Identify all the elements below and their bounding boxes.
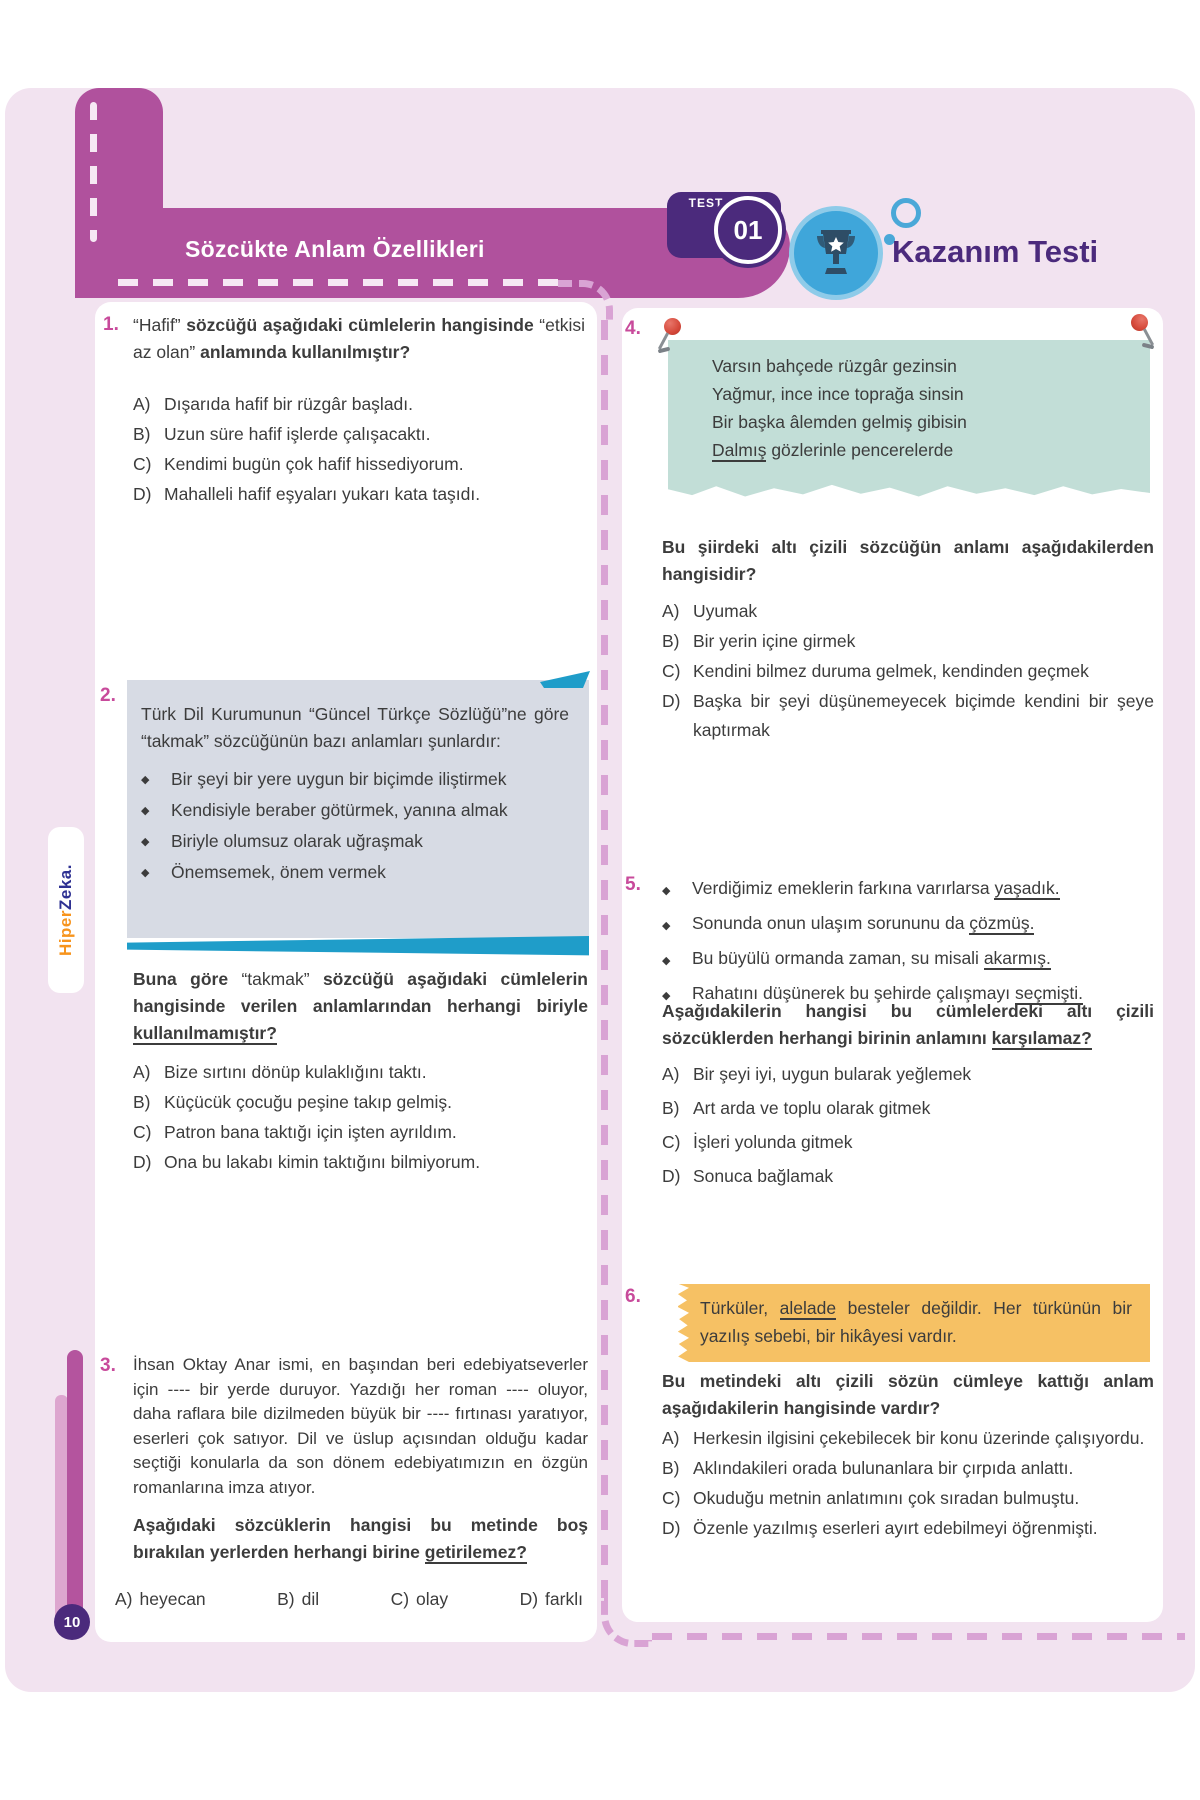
diamond-bullet-icon: ◆ [662, 990, 671, 1002]
poem-line: Bir başka âlemden gelmiş gibisin [712, 412, 967, 432]
option-a [115, 1585, 206, 1614]
option-c [662, 1484, 1154, 1513]
option-a [662, 1058, 1154, 1091]
poem-line: Yağmur, ince ince toprağa sinsin [712, 384, 964, 404]
diamond-bullet-icon: ◆ [662, 885, 671, 897]
option-letter: A) [662, 601, 680, 621]
poem-line: Varsın bahçede rüzgâr gezinsin [712, 356, 957, 376]
bullet-text: Bir şeyi bir yere uygun bir biçimde iliştirmek [171, 769, 507, 789]
option-letter: B) [133, 424, 151, 444]
option-b [662, 627, 1154, 656]
route-dash-horizontal-bottom [652, 1633, 1185, 1640]
option-d [662, 1160, 1154, 1193]
question-3-number: 3. [100, 1355, 116, 1376]
bullet-text: Biriyle olumsuz olarak uğraşmak [171, 831, 423, 851]
option-letter: D) [662, 1166, 681, 1186]
option-text: dil [301, 1589, 320, 1609]
option-letter: B) [277, 1589, 295, 1609]
question-2-options [133, 1058, 588, 1178]
sentence-bullet [662, 907, 1157, 942]
option-letter: C) [133, 1122, 152, 1142]
option-c [133, 1118, 588, 1147]
question-5-options [662, 1058, 1154, 1194]
option-letter: B) [133, 1092, 151, 1112]
option-b [662, 1454, 1154, 1483]
option-text: Kendimi bugün çok hafif hissediyorum. [164, 454, 464, 474]
option-letter: D) [133, 484, 152, 504]
option-text: İşleri yolunda gitmek [693, 1132, 853, 1152]
question-1-options [133, 390, 585, 510]
option-letter: D) [662, 1518, 681, 1538]
quote-text: Türküler, alelade besteler değildir. Her türkünün bir yazılış sebebi, bir hikâyesi vardır. [700, 1298, 1132, 1346]
question-5-sentences [662, 872, 1157, 1012]
option-b [277, 1585, 319, 1614]
diamond-bullet-icon: ◆ [141, 867, 150, 879]
option-a [662, 597, 1154, 626]
option-text: Bize sırtını dönüp kulaklığını taktı. [164, 1062, 427, 1082]
logo-prefix: Hiper [56, 910, 75, 956]
info-box-bullet [141, 826, 569, 857]
info-box-bullet [141, 795, 569, 826]
trophy-glyph [813, 228, 859, 278]
poem-text [712, 352, 967, 464]
option-d [662, 687, 1154, 745]
option-d [133, 1148, 588, 1177]
option-letter: C) [662, 1132, 681, 1152]
option-text: olay [416, 1589, 449, 1609]
trophy-icon [789, 206, 883, 300]
option-letter: A) [133, 1062, 151, 1082]
option-letter: A) [115, 1589, 133, 1609]
page-title: Kazanım Testi [892, 234, 1099, 269]
bullet-text: Önemsemek, önem vermek [171, 862, 386, 882]
question-2-stem: Buna göre “takmak” sözcüğü aşağıdaki cümlelerin hangisinde verilen anlamlarından herhangi biriyle kullanılmamıştır? [133, 969, 588, 1043]
option-text: Sonuca bağlamak [693, 1166, 834, 1186]
question-2-info-box [127, 680, 589, 938]
option-letter: A) [662, 1428, 680, 1448]
option-letter: A) [133, 394, 151, 414]
diamond-bullet-icon: ◆ [141, 805, 150, 817]
option-letter: B) [662, 1458, 680, 1478]
option-d [520, 1585, 583, 1614]
option-text: Bir şeyi iyi, uygun bularak yeğlemek [693, 1064, 972, 1084]
logo-suffix: Zeka. [56, 864, 75, 910]
sentence-bullet [662, 942, 1157, 977]
question-5-number: 5. [625, 874, 641, 895]
pushpin-icon [1126, 314, 1152, 356]
page-number-badge: 10 [54, 1604, 90, 1640]
question-6-number: 6. [625, 1286, 641, 1307]
option-letter: C) [662, 661, 681, 681]
route-dash-horizontal-white [118, 279, 558, 286]
info-box-intro: Türk Dil Kurumunun “Güncel Türkçe Sözlüğü”ne göre “takmak” sözcüğünün bazı anlamları şunlardır: [141, 704, 569, 751]
question-6-stem: Bu metindeki altı çizili sözün cümleye kattığı anlam aşağıdakilerin hangisinde vardır? [662, 1371, 1154, 1418]
sentence-text: Bu büyülü ormanda zaman, su misali akarmış. [692, 948, 1051, 968]
diamond-bullet-icon: ◆ [141, 836, 150, 848]
option-letter: A) [662, 1064, 680, 1084]
option-text: Art arda ve toplu olarak gitmek [693, 1098, 931, 1118]
option-letter: D) [133, 1152, 152, 1172]
info-box-bullet [141, 857, 569, 888]
sentence-text: Rahatını düşünerek bu şehirde çalışmayı seçmişti. [692, 983, 1084, 1003]
option-c [662, 657, 1154, 686]
option-c [133, 450, 585, 479]
option-letter: B) [662, 1098, 680, 1118]
question-1-stem: “Hafif” sözcüğü aşağıdaki cümlelerin hangisinde “etkisi az olan” anlamında kullanılmıştır? [133, 315, 585, 362]
option-text: Bir yerin içine girmek [693, 631, 856, 651]
brand-tab [48, 827, 84, 993]
option-text: farklı [545, 1589, 583, 1609]
option-text: Patron bana taktığı için işten ayrıldım. [164, 1122, 457, 1142]
pushpin-icon [660, 318, 686, 360]
option-text: Uzun süre hafif işlerde çalışacaktı. [164, 424, 431, 444]
option-text: heyecan [139, 1589, 206, 1609]
option-letter: B) [662, 631, 680, 651]
diamond-bullet-icon: ◆ [141, 774, 150, 786]
column-divider-dashed [601, 320, 608, 1598]
question-3-options [115, 1585, 583, 1614]
option-c [391, 1585, 449, 1614]
option-text: Kendini bilmez duruma gelmek, kendinden geçmek [693, 661, 1089, 681]
option-text: Küçücük çocuğu peşine takıp gelmiş. [164, 1092, 452, 1112]
option-d [133, 480, 585, 509]
option-text: Özenle yazılmış eserleri ayırt edebilmeyi öğrenmişti. [693, 1518, 1098, 1538]
question-2-number: 2. [100, 685, 116, 706]
option-letter: D) [662, 691, 681, 711]
route-dash-vertical-white [90, 102, 97, 242]
brand-logo [56, 864, 76, 956]
option-text: Okuduğu metnin anlatımını çok sıradan bulmuştu. [693, 1488, 1080, 1508]
option-a [133, 1058, 588, 1087]
option-letter: C) [390, 1589, 410, 1609]
option-d [662, 1514, 1154, 1543]
option-text: Herkesin ilgisini çekebilecek bir konu üzerinde çalışıyordu. [693, 1428, 1145, 1448]
option-text: Ona bu lakabı kimin taktığını bilmiyorum. [164, 1152, 481, 1172]
question-3-stem: Aşağıdaki sözcüklerin hangisi bu metinde boş bırakılan yerlerden herhangi birine getirilemez? [133, 1515, 588, 1562]
option-b [133, 1088, 588, 1117]
test-number-badge: 01 [714, 196, 782, 264]
option-text: Dışarıda hafif bir rüzgâr başladı. [164, 394, 414, 414]
page-marker-bar-dark [67, 1350, 83, 1621]
option-letter: D) [519, 1589, 539, 1609]
question-1-number: 1. [103, 314, 119, 335]
option-text: Uyumak [693, 601, 758, 621]
question-4-stem: Bu şiirdeki altı çizili sözcüğün anlamı aşağıdakilerden hangisidir? [662, 537, 1154, 584]
info-box-bullet [141, 764, 569, 795]
question-6-options [662, 1424, 1154, 1544]
option-a [662, 1424, 1154, 1453]
sentence-bullet [662, 872, 1157, 907]
option-b [662, 1092, 1154, 1125]
diamond-bullet-icon: ◆ [662, 920, 671, 932]
option-text: Mahalleli hafif eşyaları yukarı kata taşıdı. [164, 484, 481, 504]
unit-title: Sözcükte Anlam Özellikleri [185, 236, 485, 262]
option-c [662, 1126, 1154, 1159]
question-3-passage: İhsan Oktay Anar ismi, en başından beri edebiyatseverler için ---- bir yerde duruyor. Yazdığı her roman ---- oluyor, daha raflara bile dizilmeden büyük bir ---- fırtınası yaratıyor, eserleri çok satıyor. Dil ve üslup açısından olduğu kadar seçtiği konularla da son dönem edebiyatımızın en özgün romanlarına imza atıyor. [133, 1355, 588, 1497]
question-4-number: 4. [625, 318, 641, 339]
diamond-bullet-icon: ◆ [662, 955, 671, 967]
sentence-text: Verdiğimiz emeklerin farkına varırlarsa yaşadık. [692, 878, 1060, 898]
test-label: TEST [688, 196, 724, 210]
option-text: Aklındakileri orada bulunanlara bir çırpıda anlattı. [693, 1458, 1074, 1478]
option-letter: C) [133, 454, 152, 474]
question-4-options [662, 597, 1154, 746]
option-b [133, 420, 585, 449]
bubble-icon-large [891, 198, 921, 228]
option-a [133, 390, 585, 419]
question-5-stem: Aşağıdakilerin hangisi bu cümlelerdeki altı çizili sözcüklerden herhangi birinin anlamını karşılamaz? [662, 1001, 1154, 1048]
option-text: Başka bir şeyi düşünemeyecek biçimde kendini bir şeye kaptırmak [693, 691, 1154, 740]
sentence-text: Sonunda onun ulaşım sorununu da çözmüş. [692, 913, 1035, 933]
bullet-text: Kendisiyle beraber götürmek, yanına almak [171, 800, 508, 820]
option-letter: C) [662, 1488, 681, 1508]
poem-line: Dalmış gözlerinle pencerelerde [712, 440, 954, 460]
